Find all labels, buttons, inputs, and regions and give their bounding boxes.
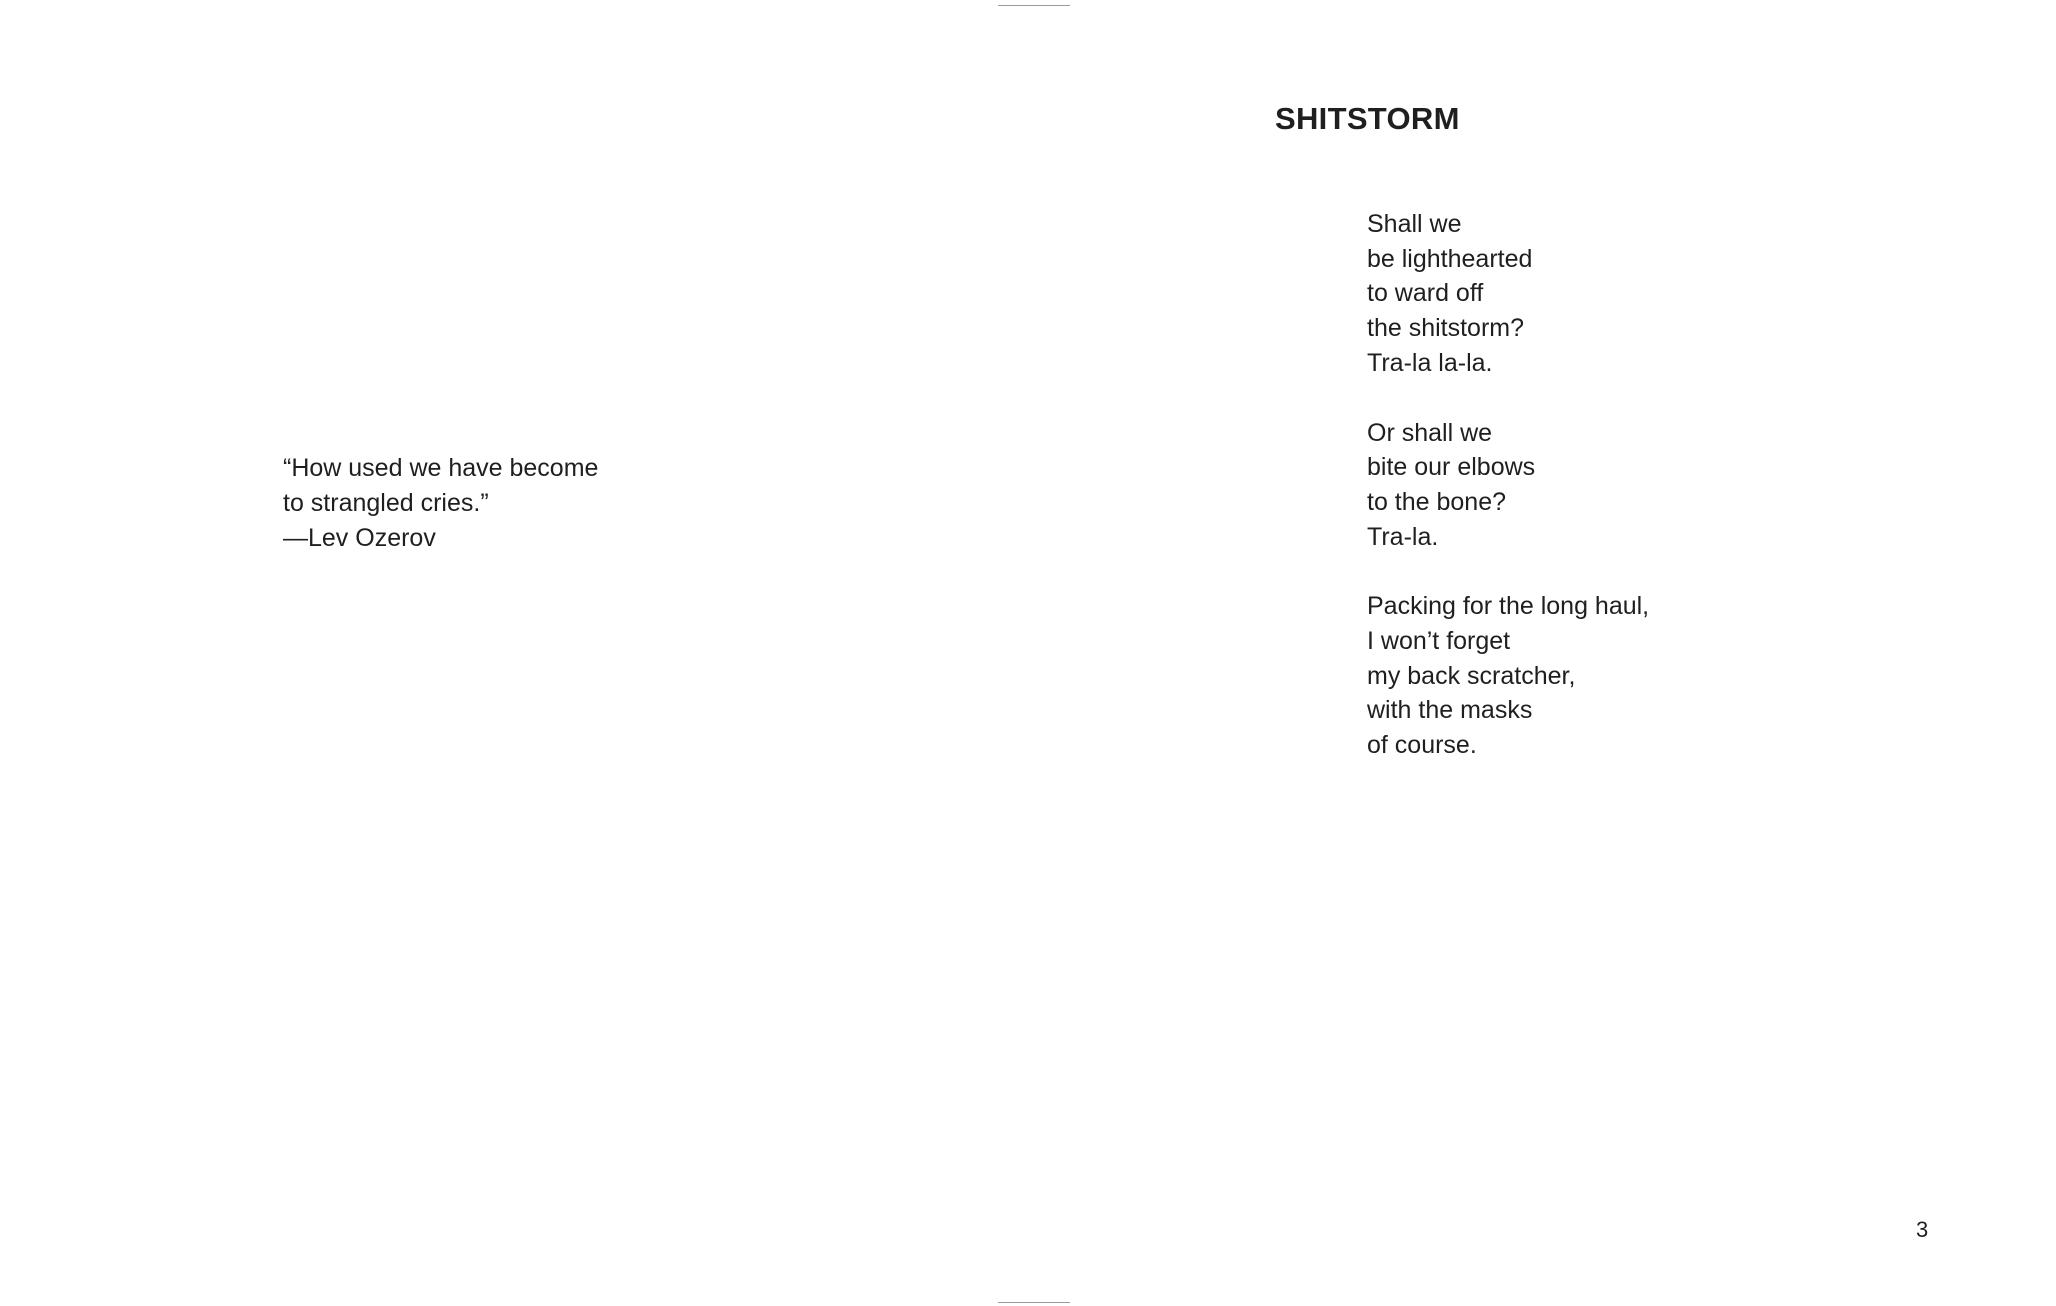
poem-line: be lighthearted: [1367, 244, 1533, 273]
epigraph: [283, 451, 598, 556]
poem-title: SHITSTORM: [1275, 101, 1460, 136]
poem-line: Or shall we: [1367, 418, 1493, 447]
poem-body: [1367, 207, 1649, 798]
poem-line: with the masks: [1367, 696, 1533, 725]
stanza-3: [1367, 589, 1649, 763]
epigraph-line: “How used we have become: [283, 454, 599, 482]
page-number: 3: [1916, 1217, 1929, 1242]
poem-line: Shall we: [1367, 210, 1462, 238]
poem-line: to the bone?: [1367, 487, 1507, 516]
poem-line: bite our elbows: [1367, 453, 1536, 482]
epigraph-attribution: —Lev Ozerov: [283, 524, 436, 552]
poem-line: to ward off: [1367, 279, 1484, 308]
epigraph-line: to strangled cries.”: [283, 489, 489, 517]
poem-line: the shitstorm?: [1367, 314, 1525, 343]
stanza-1: [1367, 207, 1649, 381]
poem-line: Packing for the long haul,: [1367, 592, 1650, 621]
top-fold-mark: [998, 5, 1070, 6]
poem-line: of course.: [1367, 731, 1477, 760]
poem-line: Tra-la la-la.: [1367, 348, 1493, 377]
bottom-fold-mark: [998, 1302, 1070, 1303]
poem-line: my back scratcher,: [1367, 661, 1576, 690]
stanza-2: [1367, 416, 1649, 555]
poem-line: Tra-la.: [1367, 522, 1439, 551]
poem-line: I won’t forget: [1367, 627, 1511, 656]
